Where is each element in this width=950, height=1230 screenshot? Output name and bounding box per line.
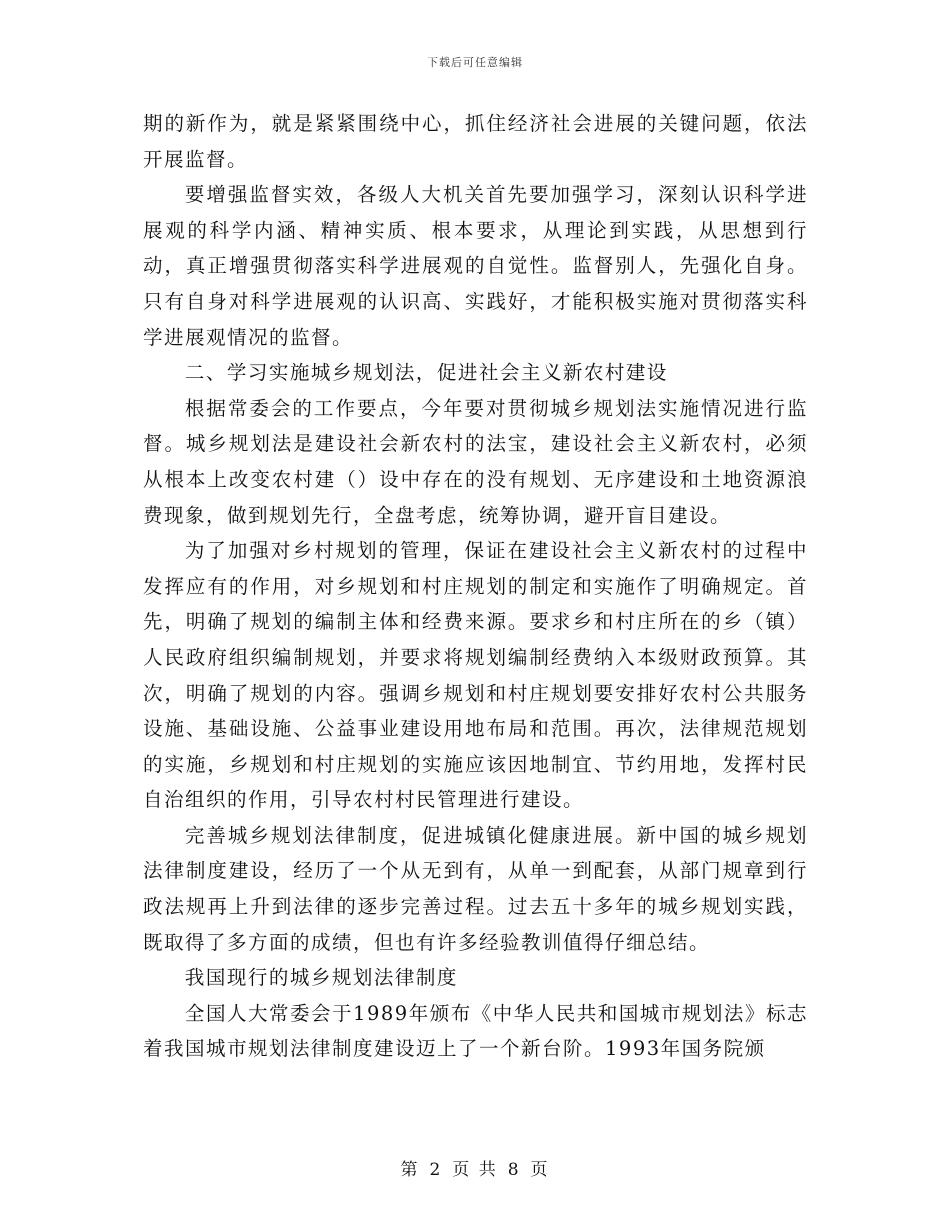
- paragraph: 要增强监督实效，各级人大机关首先要加强学习，深刻认识科学进展观的科学内涵、精神实质、根本要求，从理论到实践，从思想到行动，真正增强贯彻落实科学进展观的自觉性。监督别人，先强化自身。只有自身对科学进展观的认识高、实践好，才能积极实施对贯彻落实科学进展观情况的监督。: [143, 183, 808, 349]
- document-body: [143, 106, 808, 1067]
- page-header: [0, 54, 950, 70]
- paragraph: 全国人大常委会于1989年颁布《中华人民共和国城市规划法》标志着我国城市规划法律制度建设迈上了一个新台阶。1993年国务院颁: [143, 1001, 808, 1061]
- paragraph: 完善城乡规划法律制度，促进城镇化健康进展。新中国的城乡规划法律制度建设，经历了一个从无到有，从单一到配套，从部门规章到行政法规再上升到法律的逐步完善过程。过去五十多年的城乡规划实践，既取得了多方面的成绩，但也有许多经验教训值得仔细总结。: [143, 823, 808, 954]
- paragraph: 根据常委会的工作要点，今年要对贯彻城乡规划法实施情况进行监督。城乡规划法是建设社会新农村的法宝，建设社会主义新农村，必须从根本上改变农村建（）设中存在的没有规划、无序建设和土地资源浪费现象，做到规划先行，全盘考虑，统筹协调，避开盲目建设。: [143, 396, 808, 527]
- subsection-heading: 我国现行的城乡规划法律制度: [184, 966, 458, 990]
- page-footer: [0, 1155, 950, 1180]
- section-heading: 二、学习实施城乡规划法，促进社会主义新农村建设: [184, 361, 668, 385]
- paragraph-continuation: 期的新作为，就是紧紧围绕中心，抓住经济社会进展的关键问题，依法开展监督。: [143, 112, 808, 171]
- current-page-number: 2: [429, 1160, 443, 1180]
- footer-middle: 页 共: [452, 1160, 498, 1180]
- footer-prefix: 第: [400, 1160, 420, 1180]
- total-pages-number: 8: [507, 1160, 521, 1180]
- footer-suffix: 页: [530, 1160, 550, 1180]
- header-note: 下载后可任意编辑: [427, 56, 523, 69]
- paragraph: 为了加强对乡村规划的管理，保证在建设社会主义新农村的过程中发挥应有的作用，对乡规划和村庄规划的制定和实施作了明确规定。首先，明确了规划的编制主体和经费来源。要求乡和村庄所在的乡（镇）人民政府组织编制规划，并要求将规划编制经费纳入本级财政预算。其次，明确了规划的内容。强调乡规划和村庄规划要安排好农村公共服务设施、基础设施、公益事业建设用地布局和范围。再次，法律规范规划的实施，乡规划和村庄规划的实施应该因地制宜、节约用地，发挥村民自治组织的作用，引导农村村民管理进行建设。: [143, 539, 808, 812]
